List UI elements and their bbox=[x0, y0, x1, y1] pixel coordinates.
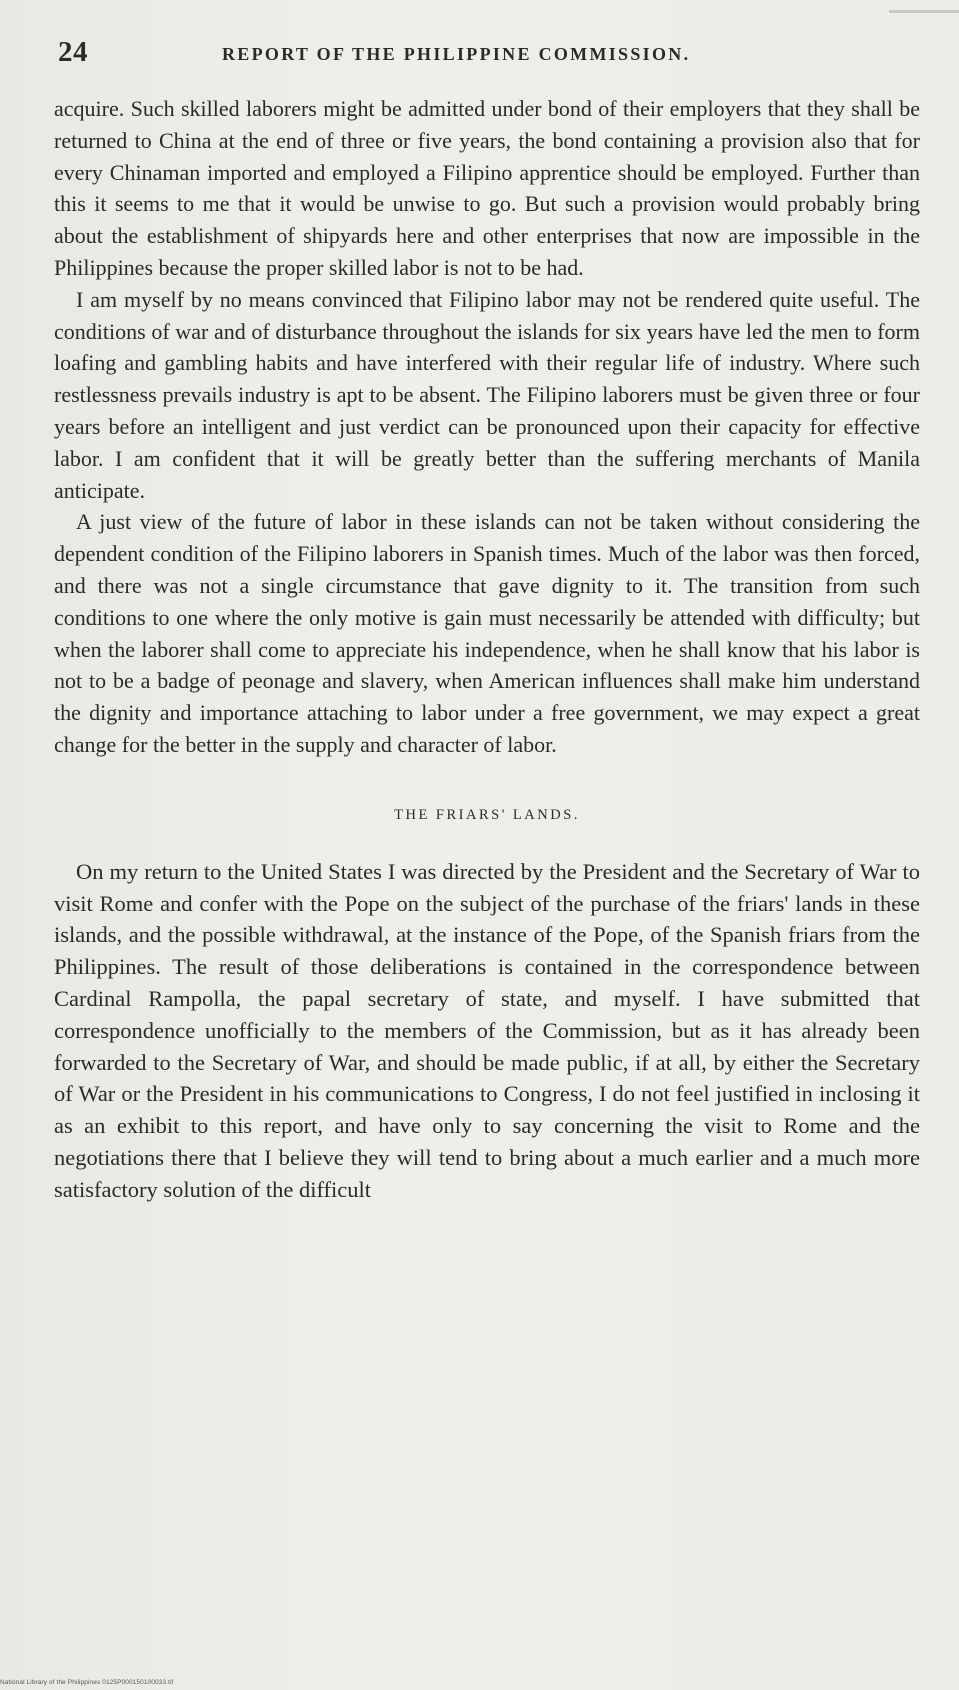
section-heading: THE FRIARS' LANDS. bbox=[394, 806, 580, 823]
page-number: 24 bbox=[58, 36, 88, 68]
body-text bbox=[54, 93, 920, 1206]
running-head bbox=[58, 36, 918, 76]
paragraph-filipino-labor: I am myself by no means convinced that Filipino labor may not be rendered quite useful. The conditions of war and of disturbance throughout the islands for six years have led the men to form loafing and gambling habits and have interfered with their regular life of industry. Where such restlessness prevails industry is apt to be absent. The Filipino laborers must be given three or four years before an intelligent and just verdict can be pronounced upon their capacity for effective labor. I am confident that it will be greatly better than the suffering merchants of Manila anticipate. bbox=[54, 286, 920, 503]
paragraph-future-of-labor: A just view of the future of labor in these islands can not be taken without considering the dependent condition of the Filipino laborers in Spanish times. Much of the labor was then forced, and there was not a single circumstance that gave dignity to it. The transition from such conditions to one where the only motive is gain must necessarily be attended with difficulty; but when the laborer shall come to appreciate his independence, when he shall know that his labor is not to be a badge of peonage and slavery, when American influences shall make him understand the dignity and importance attaching to labor under a free government, we may expect a great change for the better in the supply and character of labor. bbox=[54, 509, 920, 757]
paragraph-continuation: acquire. Such skilled laborers might be admitted under bond of their employers that they shall be returned to China at the end of three or five years, the bond containing a provision also that for every Chinaman imported and employed a Filipino apprentice should be employed. Further than this it seems to me that it would be unwise to go. But such a provision would probably bring about the establishment of shipyards here and other enterprises that now are impossible in the Philippines because the proper skilled labor is not to be had. bbox=[54, 96, 920, 280]
scan-credit: National Library of the Philippines 0125P000150100033.tif bbox=[0, 1679, 174, 1686]
paragraph-friars-lands: On my return to the United States I was directed by the President and the Secretary of War to visit Rome and confer with the Pope on the subject of the purchase of the friars' lands in these islands, and the possible withdrawal, at the instance of the Pope, of the Spanish friars from the Philippines. The result of those deliberations is contained in the correspondence between Cardinal Rampolla, the papal secretary of state, and myself. I have submitted that correspondence unofficially to the members of the Commission, but as it has already been forwarded to the Secretary of War, and should be made public, if at all, by either the Secretary of War or the President in his communications to Congress, I do not feel justified in inclosing it as an exhibit to this report, and have only to say concerning the visit to Rome and the negotiations there that I believe they will tend to bring about a much earlier and a much more satisfactory solution of the difficult bbox=[54, 858, 920, 1202]
page-edge-mark bbox=[889, 10, 959, 13]
running-title: REPORT OF THE PHILIPPINE COMMISSION. bbox=[222, 44, 691, 64]
